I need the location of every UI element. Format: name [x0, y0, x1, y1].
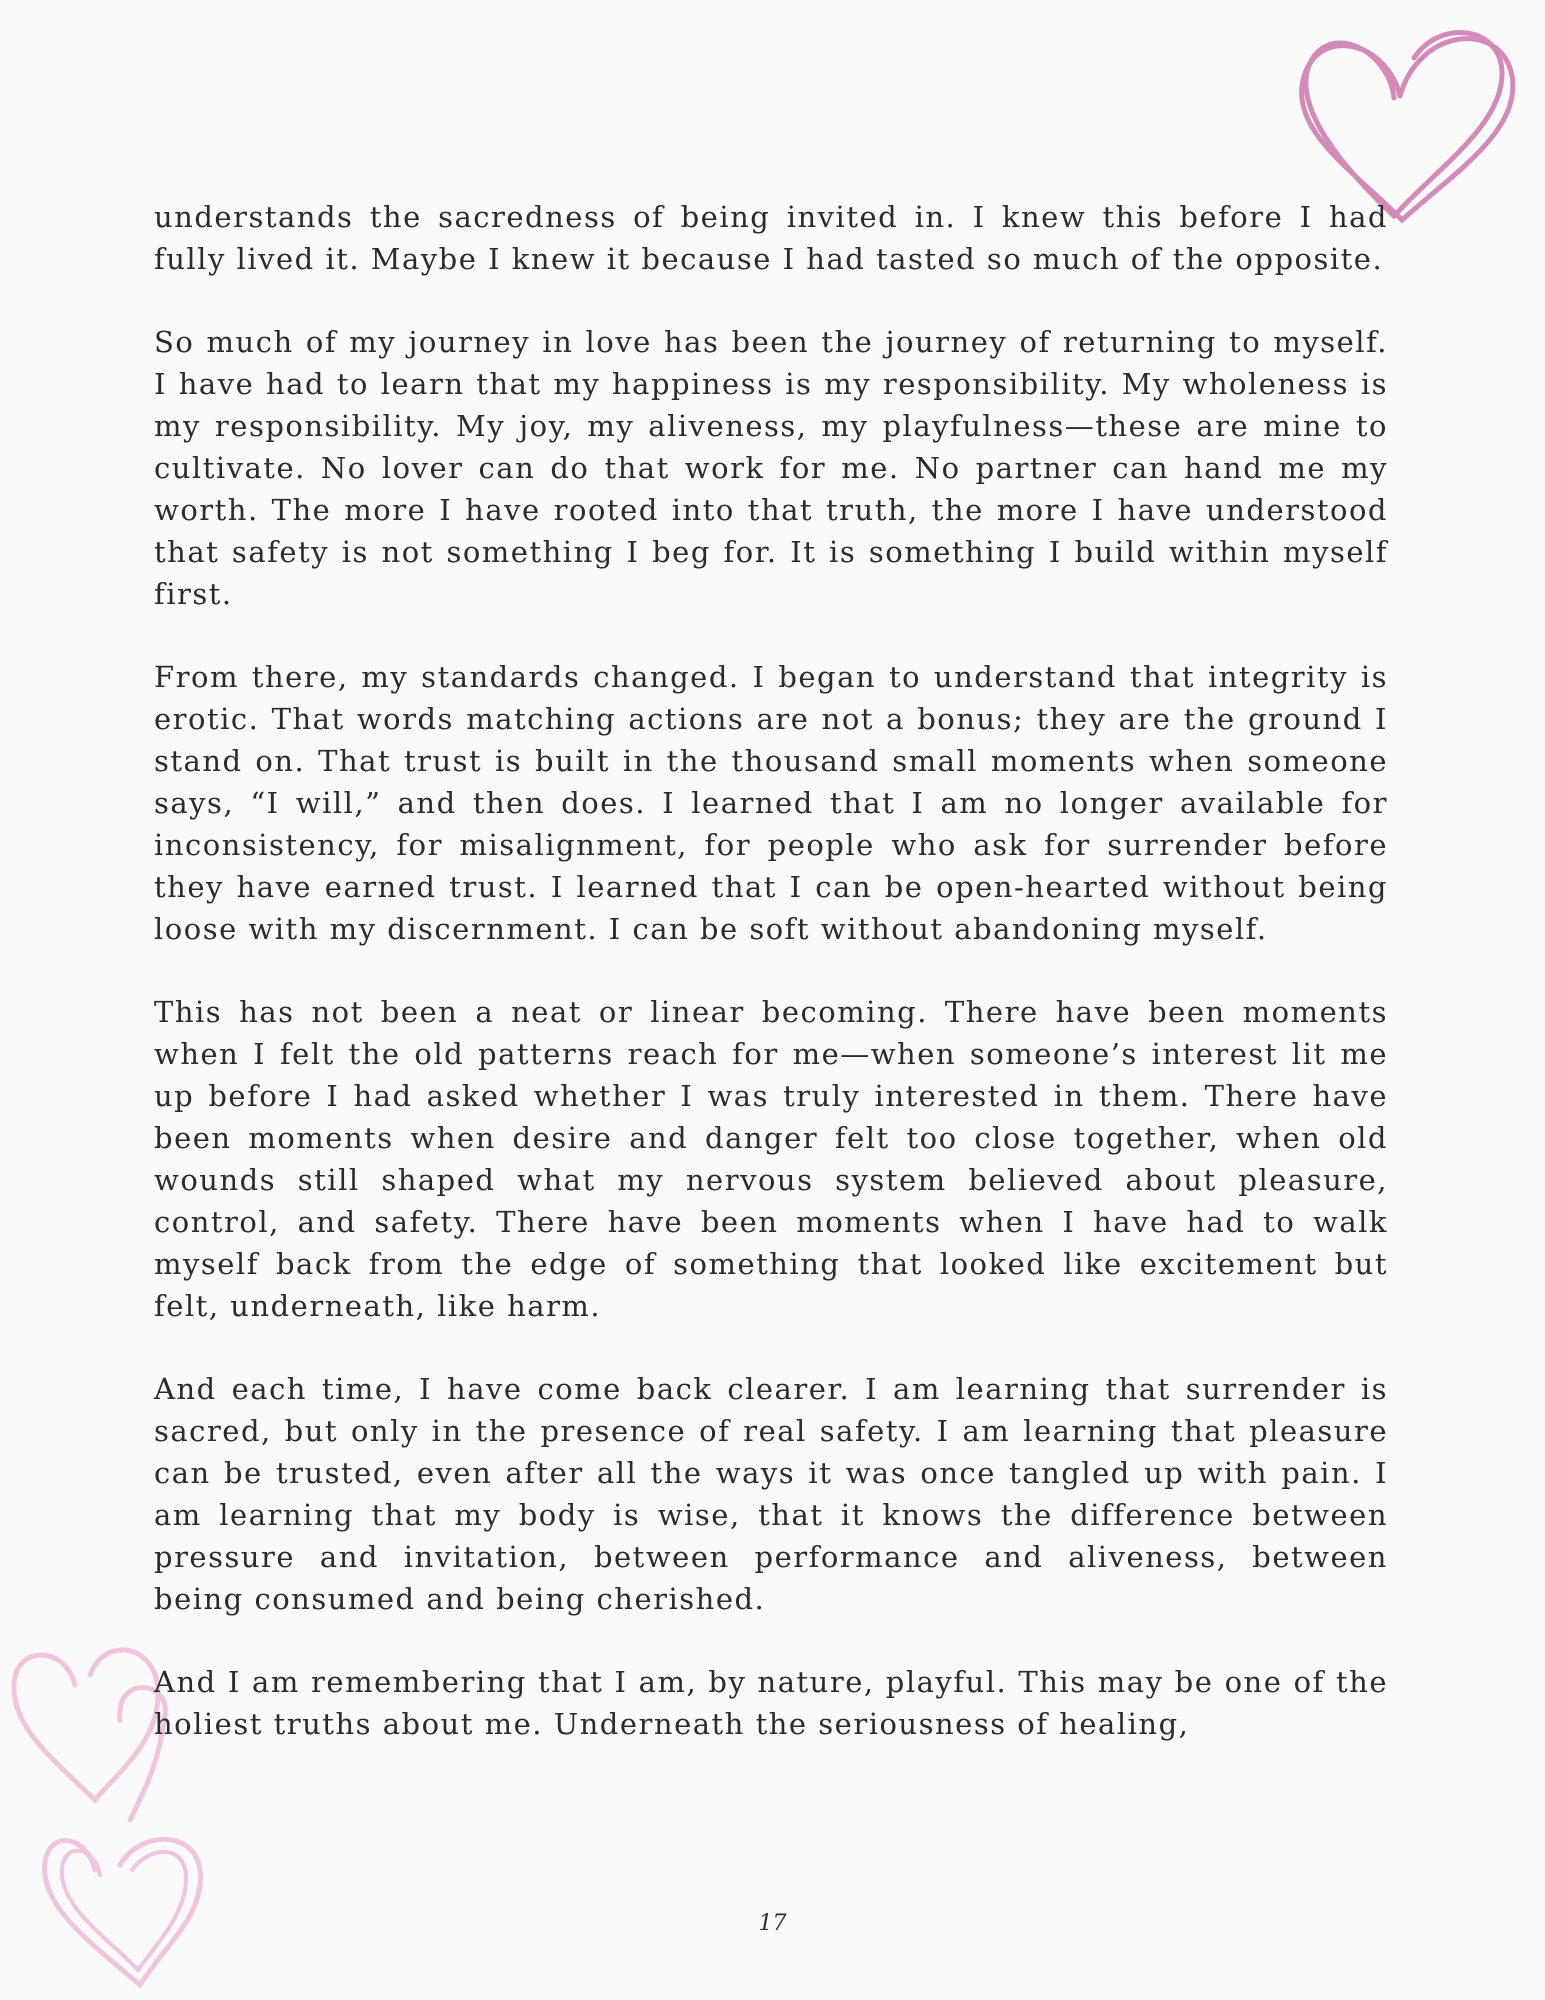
paragraph-5: And each time, I have come back clearer. I am learning that surrender is sacred, but only in the presence of real safety. I am learning that pleasure can be trusted, even after all the ways it was once tangled up with pain. I am learning that my body is wise, that it knows the difference between pressure and invitation, between performance and aliveness, between being consumed and being cherished. — [154, 1372, 1388, 1616]
page-number: 17 — [758, 1911, 787, 1936]
paragraph-1: understands the sacredness of being invited in. I knew this before I had fully lived it. Maybe I knew it because I had tasted so much of the opposite. — [154, 200, 1388, 276]
paragraph-3: From there, my standards changed. I began to understand that integrity is erotic. That words matching actions are not a bonus; they are the ground I stand on. That trust is built in the thousand small moments when someone says, “I will,” and then does. I learned that I am no longer available for inconsistency, for misalignment, for people who ask for surrender before they have earned trust. I learned that I can be open-hearted without being loose with my discernment. I can be soft without abandoning myself. — [154, 660, 1388, 946]
paragraph-2: So much of my journey in love has been the journey of returning to myself. I have had to learn that my happiness is my responsibility. My wholeness is my responsibility. My joy, my aliveness, my playfulness—these are mine to cultivate. No lover can do that work for me. No partner can hand me my worth. The more I have rooted into that truth, the more I have understood that safety is not something I beg for. It is something I build within myself first. — [154, 325, 1388, 611]
paragraph-6: And I am remembering that I am, by nature, playful. This may be one of the holiest truths about me. Underneath the seriousness of healing, — [154, 1665, 1388, 1741]
body-text — [154, 196, 1388, 1786]
paragraph-4: This has not been a neat or linear becoming. There have been moments when I felt the old patterns reach for me—when someone’s interest lit me up before I had asked whether I was truly interested in them. There have been moments when desire and danger felt too close together, when old wounds still shaped what my nervous system believed about pleasure, control, and safety. There have been moments when I have had to walk myself back from the edge of something that looked like excitement but felt, underneath, like harm. — [154, 995, 1388, 1323]
